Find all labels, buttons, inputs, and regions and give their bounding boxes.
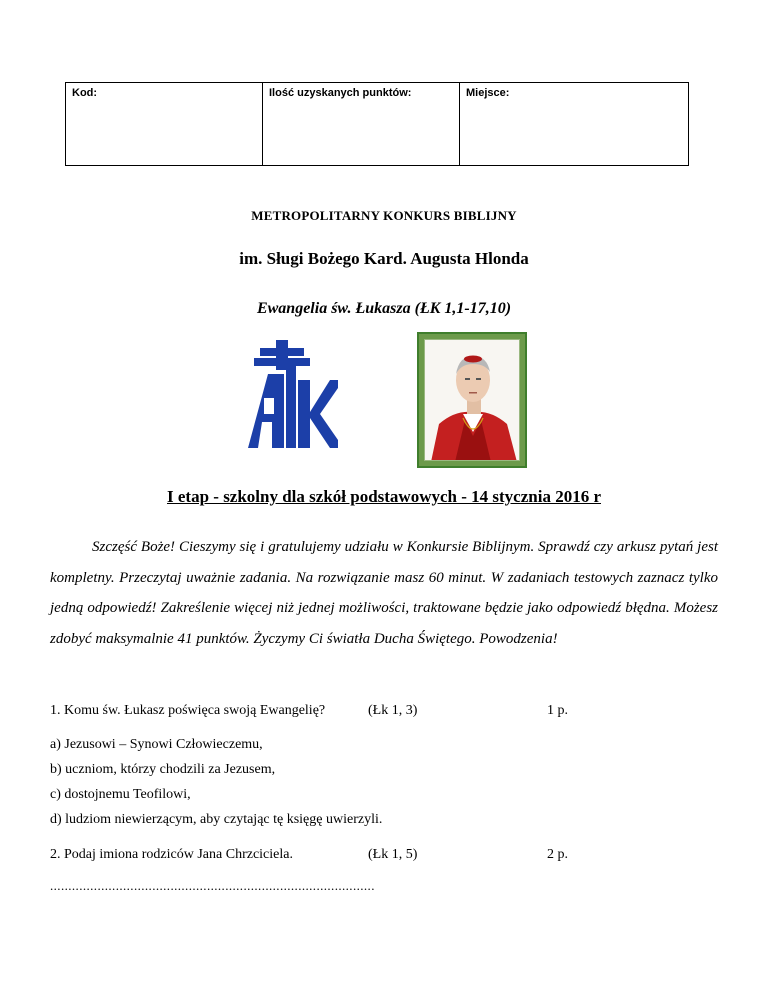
points-label: Ilość uzyskanych punktów: (269, 87, 412, 99)
points-cell (263, 83, 460, 166)
cardinal-portrait (417, 332, 527, 468)
answer-option-a[interactable]: a) Jezusowi – Synowi Człowieczemu, (50, 737, 263, 752)
code-cell (66, 83, 263, 166)
contest-title: METROPOLITARNY KONKURS BIBLIJNY (251, 208, 517, 223)
question-2-points: 2 p. (547, 847, 568, 862)
place-cell (460, 83, 689, 166)
contest-patron: im. Sługi Bożego Kard. Augusta Hlonda (239, 249, 529, 268)
question-2-text: 2. Podaj imiona rodziców Jana Chrzciciela. (50, 847, 293, 862)
answer-option-b[interactable]: b) uczniom, którzy chodzili za Jezusem, (50, 762, 276, 777)
place-label: Miejsce: (466, 87, 510, 99)
header-table (65, 82, 689, 166)
cross-ak-logo-icon (246, 340, 338, 452)
portrait-frame (424, 339, 520, 461)
answer-option-d[interactable]: d) ludziom niewierzącym, aby czytając tę księgę uwierzyli. (50, 812, 383, 827)
stage-title: I etap - szkolny dla szkół podstawowych - 14 stycznia 2016 r (167, 487, 601, 506)
question-1-points: 1 p. (547, 703, 568, 718)
cardinal-portrait-icon (425, 340, 520, 461)
answer-line[interactable]: ......................................................................................... (50, 878, 375, 893)
intro-paragraph: Szczęść Boże! Cieszymy się i gratulujemy udziału w Konkursie Biblijnym. Sprawdź czy arkusz pytań jest kompletny. Przeczytaj uważnie zadania. Na rozwiązanie masz 60 minut. W zadaniach testowych zaznacz tylko jedną odpowiedź! Zakreślenie więcej niż jednej możliwości, traktowane będzie jako odpowiedź błędna. Możesz zdobyć maksymalnie 41 punktów. Życzymy Ci światła Ducha Świętego. Powodzenia! (50, 539, 718, 647)
code-label: Kod: (72, 87, 98, 99)
question-1-text: 1. Komu św. Łukasz poświęca swoją Ewangelię? (50, 703, 326, 718)
question-1-reference: (Łk 1, 3) (368, 703, 418, 718)
answer-option-c[interactable]: c) dostojnemu Teofilowi, (50, 787, 191, 802)
question-2-reference: (Łk 1, 5) (368, 847, 418, 862)
contest-scope: Ewangelia św. Łukasza (ŁK 1,1-17,10) (256, 300, 512, 317)
